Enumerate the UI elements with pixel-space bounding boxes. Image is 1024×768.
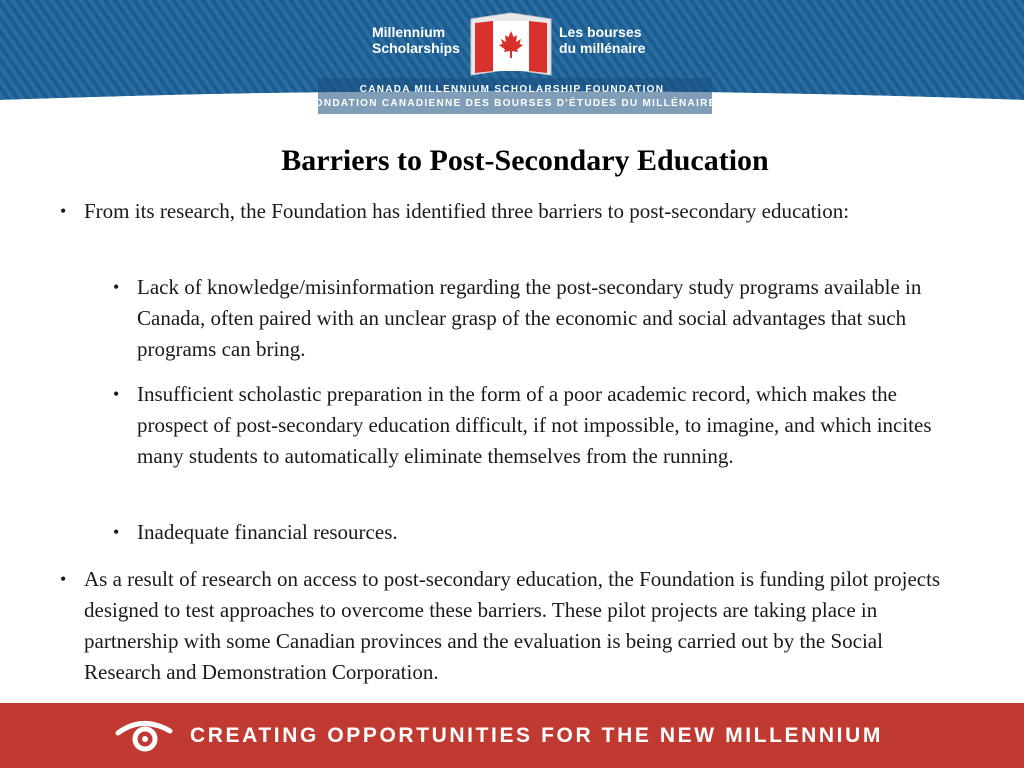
bullet-dot-icon: • [60,201,67,221]
bullet-dot-icon: • [113,277,120,297]
logo-left-line-2: Scholarships [372,40,460,56]
eye-logo-icon [114,717,174,753]
bullet-item [60,196,944,227]
footer-banner [0,703,1024,768]
foundation-name-english: CANADA MILLENNIUM SCHOLARSHIP FOUNDATION [359,84,665,95]
bullet-dot-icon: • [113,522,120,542]
logo-text-french [559,24,679,56]
sub-bullet-item [113,272,942,365]
bullet-dot-icon: • [113,384,120,404]
footer-tagline: CREATING OPPORTUNITIES FOR THE NEW MILLENNIUM [190,724,883,747]
logo-right-line-1: Les bourses [559,24,642,40]
bullet-item [60,564,944,688]
logo-text-english [372,24,466,56]
foundation-name-french: FONDATION CANADIENNE DES BOURSES D'ÉTUDES DU MILLÉNAIRE [307,98,717,109]
sub-bullet-text: Inadequate financial resources. [137,520,398,544]
logo-right-line-2: du millénaire [559,40,646,56]
bullet-text: As a result of research on access to post-secondary education, the Foundation is funding pilot projects designed to test approaches to overcome these barriers. These pilot projects are taking place in partnership with some Canadian provinces and the evaluation is being carried out by the Social Research and Demonstration Corporation. [84,567,941,684]
logo-left-line-1: Millennium [372,24,446,40]
sub-bullet-item [113,379,942,472]
sub-bullet-text: Insufficient scholastic preparation in the form of a poor academic record, which makes the prospect of post-secondary education difficult, if not impossible, to imagine, and which incites many students to automatically eliminate themselves from the running. [137,382,932,468]
sub-bullet-text: Lack of knowledge/misinformation regarding the post-secondary study programs available in Canada, often paired with an unclear grasp of the economic and social advantages that such programs can bring. [137,275,922,361]
slide-title: Barriers to Post-Secondary Education [281,144,769,177]
sub-bullet-item [113,517,942,548]
header-banner [0,0,1024,118]
bullet-dot-icon: • [60,569,67,589]
bullet-text: From its research, the Foundation has identified three barriers to post-secondary education: [84,199,850,223]
canada-flag-icon [467,11,555,79]
